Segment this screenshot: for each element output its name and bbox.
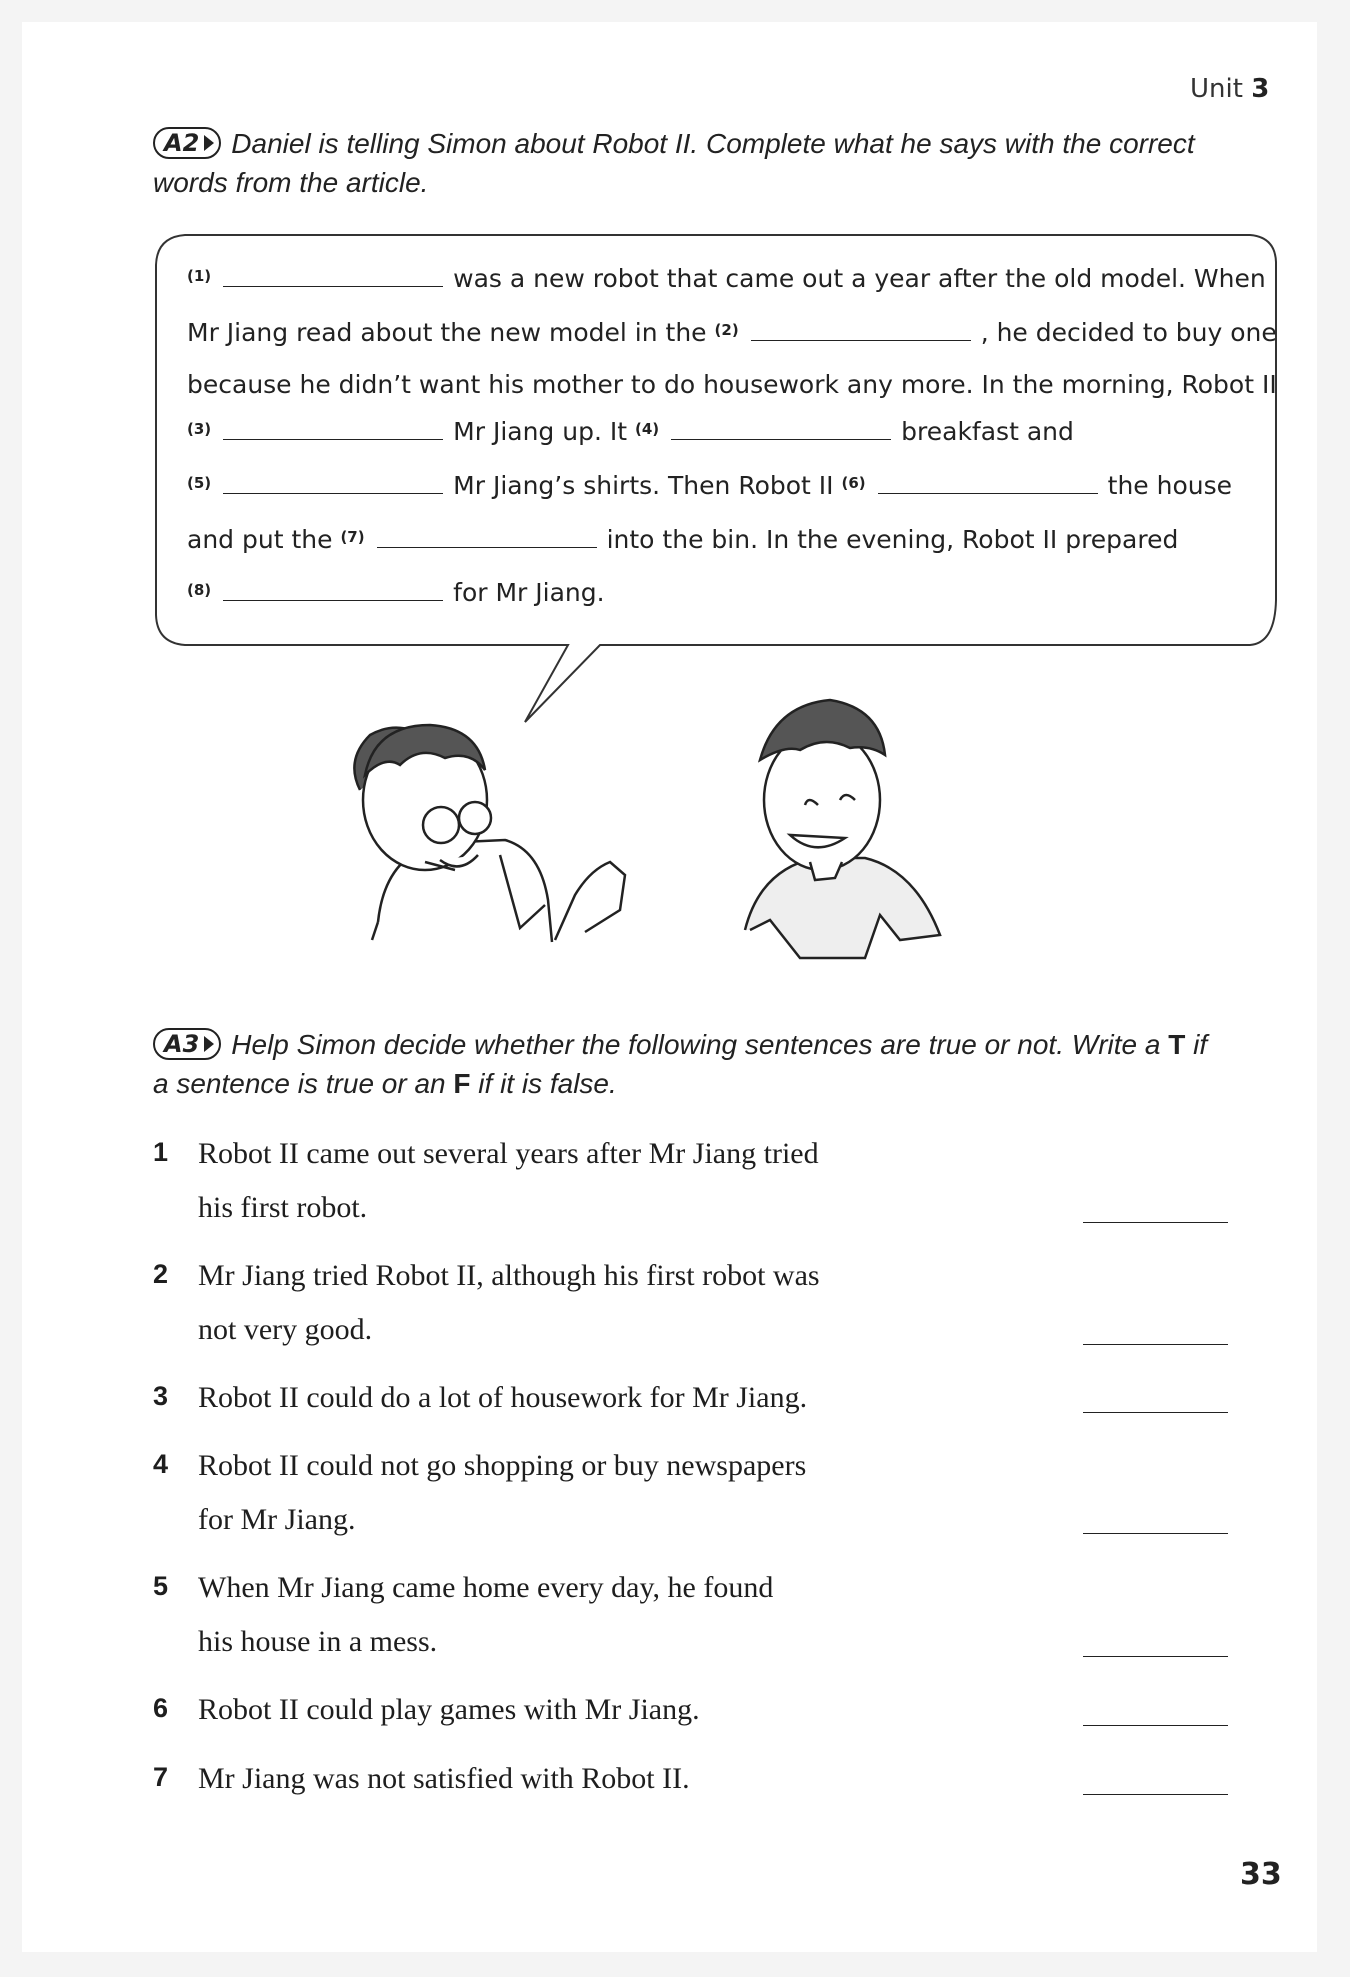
blank-1[interactable] [223, 264, 443, 287]
blank-6[interactable] [878, 471, 1098, 494]
answer-line-7[interactable] [1083, 1794, 1228, 1795]
passage-line-2: Mr Jiang read about the new model in the $^{(2)}$ , he decided to buy one [187, 318, 1277, 347]
answer-line-4[interactable] [1083, 1533, 1228, 1534]
blank-8[interactable] [223, 578, 443, 601]
blank-5[interactable] [223, 471, 443, 494]
blank-2[interactable] [751, 318, 971, 341]
play-triangle-icon [204, 1036, 214, 1052]
answer-line-2[interactable] [1083, 1344, 1228, 1345]
unit-label: Unit 3 [1190, 74, 1270, 104]
passage-line-5: $^{(5)}$ Mr Jiang’s shirts. Then Robot II $^{(6)}$ the house [187, 471, 1233, 500]
page-number: 33 [1240, 1857, 1282, 1892]
blank-3[interactable] [223, 417, 443, 440]
answer-line-1[interactable] [1083, 1222, 1228, 1223]
daniel-character [354, 725, 625, 942]
a2-badge: A2 [153, 127, 221, 159]
a2-instruction: A2 Daniel is telling Simon about Robot II. Complete what he says with the correct words from the article. [153, 128, 1195, 198]
passage-line-4: $^{(3)}$ Mr Jiang up. It $^{(4)}$ breakfast and [187, 417, 1074, 446]
blank-4[interactable] [671, 417, 891, 440]
passage-line-6: and put the $^{(7)}$ into the bin. In the evening, Robot II prepared [187, 525, 1179, 554]
blank-7[interactable] [377, 525, 597, 548]
simon-character [745, 700, 940, 958]
a3-badge: A3 [153, 1028, 221, 1060]
passage-line-3: because he didn’t want his mother to do housework any more. In the morning, Robot II [187, 370, 1277, 399]
answer-line-6[interactable] [1083, 1725, 1228, 1726]
passage-line-7: $^{(8)}$ for Mr Jiang. [187, 578, 605, 607]
answer-line-5[interactable] [1083, 1656, 1228, 1657]
passage-line-1: $^{(1)}$ was a new robot that came out a year after the old model. When [187, 264, 1266, 293]
answer-line-3[interactable] [1083, 1412, 1228, 1413]
a3-instruction: A3 Help Simon decide whether the following sentences are true or not. Write a T if a sentence is true or an F if it is false. [153, 1029, 1208, 1099]
